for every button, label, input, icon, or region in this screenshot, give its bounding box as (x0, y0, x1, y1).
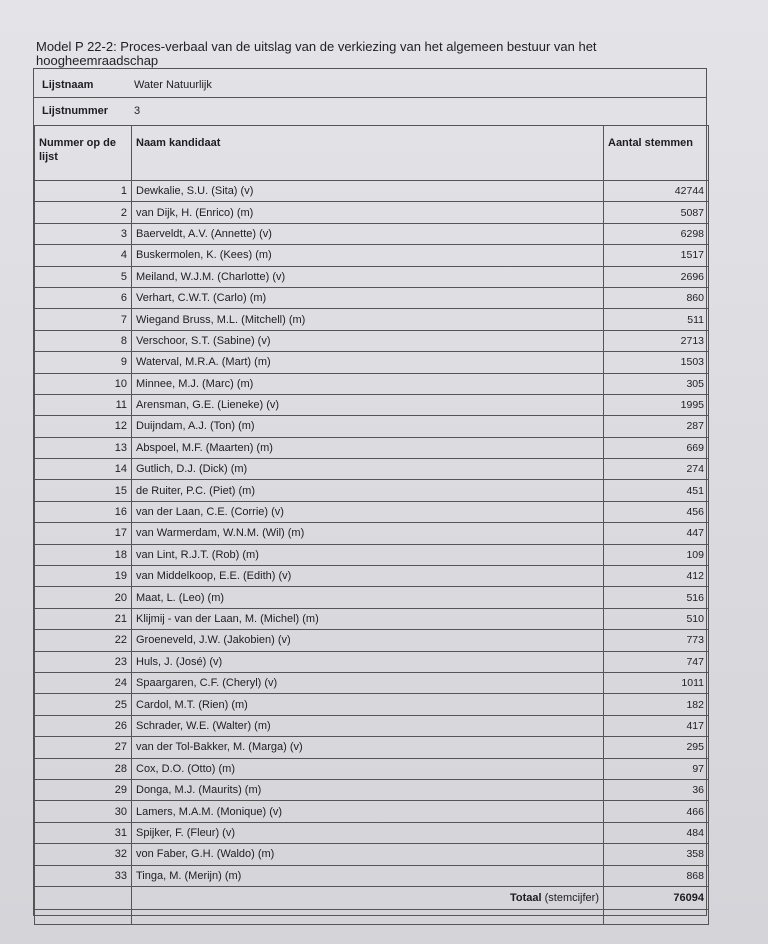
candidate-name: Abspoel, M.F. (Maarten) (m) (132, 437, 604, 458)
candidate-name: de Ruiter, P.C. (Piet) (m) (132, 480, 604, 501)
candidate-votes: 669 (604, 437, 709, 458)
candidate-votes: 358 (604, 844, 709, 865)
candidate-number: 14 (35, 459, 132, 480)
table-row (35, 608, 709, 629)
candidate-name: Groeneveld, J.W. (Jakobien) (v) (132, 630, 604, 651)
table-row (35, 694, 709, 715)
candidate-name: Huls, J. (José) (v) (132, 651, 604, 672)
candidate-number: 24 (35, 672, 132, 693)
candidate-number: 6 (35, 287, 132, 308)
blank-row (35, 909, 709, 924)
candidate-name: van Middelkoop, E.E. (Edith) (v) (132, 566, 604, 587)
candidate-name: Wiegand Bruss, M.L. (Mitchell) (m) (132, 309, 604, 330)
total-row (35, 886, 709, 909)
candidate-number: 13 (35, 437, 132, 458)
candidate-votes: 516 (604, 587, 709, 608)
candidate-number: 25 (35, 694, 132, 715)
table-row (35, 459, 709, 480)
table-row (35, 394, 709, 415)
candidate-votes: 773 (604, 630, 709, 651)
table-row (35, 352, 709, 373)
candidate-votes: 466 (604, 801, 709, 822)
candidate-number: 2 (35, 202, 132, 223)
total-value: 76094 (604, 886, 709, 909)
blank-cell (35, 909, 132, 924)
candidate-number: 16 (35, 501, 132, 522)
candidate-number: 1 (35, 181, 132, 202)
divider (34, 97, 706, 98)
candidate-votes: 36 (604, 779, 709, 800)
candidate-name: van Dijk, H. (Enrico) (m) (132, 202, 604, 223)
total-sublabel: (stemcijfer) (544, 891, 599, 904)
table-row (35, 181, 709, 202)
table-row (35, 266, 709, 287)
candidate-name: van der Tol-Bakker, M. (Marga) (v) (132, 737, 604, 758)
table-row (35, 437, 709, 458)
candidate-number: 9 (35, 352, 132, 373)
candidate-votes: 451 (604, 480, 709, 501)
candidate-votes: 868 (604, 865, 709, 886)
table-row (35, 672, 709, 693)
candidate-number: 15 (35, 480, 132, 501)
candidate-number: 10 (35, 373, 132, 394)
candidate-number: 23 (35, 651, 132, 672)
candidate-name: von Faber, G.H. (Waldo) (m) (132, 844, 604, 865)
candidate-name: Verhart, C.W.T. (Carlo) (m) (132, 287, 604, 308)
candidate-votes: 287 (604, 416, 709, 437)
candidate-number: 27 (35, 737, 132, 758)
table-row (35, 202, 709, 223)
candidate-votes: 1503 (604, 352, 709, 373)
candidate-votes: 447 (604, 523, 709, 544)
candidate-number: 21 (35, 608, 132, 629)
candidate-votes: 412 (604, 566, 709, 587)
candidate-number: 32 (35, 844, 132, 865)
table-row (35, 715, 709, 736)
col-header-votes: Aantal stemmen (604, 126, 709, 181)
table-row (35, 501, 709, 522)
candidate-number: 26 (35, 715, 132, 736)
candidate-votes: 484 (604, 822, 709, 843)
candidate-number: 33 (35, 865, 132, 886)
form-sheet (33, 68, 707, 916)
candidate-votes: 1517 (604, 245, 709, 266)
candidate-name: Dewkalie, S.U. (Sita) (v) (132, 181, 604, 202)
candidate-name: Gutlich, D.J. (Dick) (m) (132, 459, 604, 480)
candidate-number: 22 (35, 630, 132, 651)
candidate-number: 5 (35, 266, 132, 287)
candidate-name: van der Laan, C.E. (Corrie) (v) (132, 501, 604, 522)
candidate-votes: 860 (604, 287, 709, 308)
candidate-name: Verschoor, S.T. (Sabine) (v) (132, 330, 604, 351)
table-header-row (35, 126, 709, 181)
table-row (35, 651, 709, 672)
candidate-name: Maat, L. (Leo) (m) (132, 587, 604, 608)
document-title: Model P 22-2: Proces-verbaal van de uitslag van de verkiezing van het algemeen bestuur van het hoogheemraadschap (36, 39, 597, 68)
candidate-name: Buskermolen, K. (Kees) (m) (132, 245, 604, 266)
table-row (35, 779, 709, 800)
candidate-votes: 417 (604, 715, 709, 736)
candidate-name: Donga, M.J. (Maurits) (m) (132, 779, 604, 800)
candidate-name: Waterval, M.R.A. (Mart) (m) (132, 352, 604, 373)
table-row (35, 523, 709, 544)
table-row (35, 416, 709, 437)
candidate-number: 3 (35, 223, 132, 244)
candidate-name: Arensman, G.E. (Lieneke) (v) (132, 394, 604, 415)
candidate-votes: 2696 (604, 266, 709, 287)
candidate-name: van Lint, R.J.T. (Rob) (m) (132, 544, 604, 565)
candidate-votes: 1995 (604, 394, 709, 415)
candidate-votes: 42744 (604, 181, 709, 202)
candidate-number: 7 (35, 309, 132, 330)
table-row (35, 865, 709, 886)
candidate-name: Spaargaren, C.F. (Cheryl) (v) (132, 672, 604, 693)
col-header-name: Naam kandidaat (132, 126, 604, 181)
table-row (35, 330, 709, 351)
candidate-number: 12 (35, 416, 132, 437)
blank-cell (604, 909, 709, 924)
candidates-table (34, 125, 709, 925)
table-row (35, 373, 709, 394)
table-row (35, 630, 709, 651)
table-row (35, 287, 709, 308)
candidate-number: 8 (35, 330, 132, 351)
candidate-votes: 182 (604, 694, 709, 715)
candidate-name: Baerveldt, A.V. (Annette) (v) (132, 223, 604, 244)
total-label: Totaal (509, 891, 542, 904)
candidate-name: Cardol, M.T. (Rien) (m) (132, 694, 604, 715)
candidate-votes: 511 (604, 309, 709, 330)
candidate-number: 19 (35, 566, 132, 587)
candidate-votes: 97 (604, 758, 709, 779)
candidate-name: Meiland, W.J.M. (Charlotte) (v) (132, 266, 604, 287)
candidate-number: 18 (35, 544, 132, 565)
table-row (35, 544, 709, 565)
total-label-cell (132, 886, 604, 909)
candidate-name: Schrader, W.E. (Walter) (m) (132, 715, 604, 736)
candidate-number: 28 (35, 758, 132, 779)
candidate-votes: 1011 (604, 672, 709, 693)
table-row (35, 758, 709, 779)
table-row (35, 245, 709, 266)
table-row (35, 737, 709, 758)
candidate-name: van Warmerdam, W.N.M. (Wil) (m) (132, 523, 604, 544)
col-header-number: Nummer op de lijst (35, 126, 132, 181)
list-name-value: Water Natuurlijk (134, 79, 212, 91)
candidate-votes: 747 (604, 651, 709, 672)
candidate-votes: 305 (604, 373, 709, 394)
candidate-votes: 2713 (604, 330, 709, 351)
total-blank-cell (35, 886, 132, 909)
candidate-name: Tinga, M. (Merijn) (m) (132, 865, 604, 886)
candidate-name: Klijmij - van der Laan, M. (Michel) (m) (132, 608, 604, 629)
candidate-name: Duijndam, A.J. (Ton) (m) (132, 416, 604, 437)
candidate-name: Cox, D.O. (Otto) (m) (132, 758, 604, 779)
candidate-number: 30 (35, 801, 132, 822)
candidate-votes: 295 (604, 737, 709, 758)
table-row (35, 223, 709, 244)
candidate-number: 20 (35, 587, 132, 608)
candidate-number: 29 (35, 779, 132, 800)
table-row (35, 309, 709, 330)
table-row (35, 587, 709, 608)
list-number-value: 3 (134, 105, 141, 117)
candidate-number: 11 (35, 394, 132, 415)
candidate-votes: 6298 (604, 223, 709, 244)
blank-cell (132, 909, 604, 924)
list-number-label: Lijstnummer (42, 105, 109, 117)
table-row (35, 566, 709, 587)
list-name-label: Lijstnaam (42, 79, 94, 91)
candidate-name: Lamers, M.A.M. (Monique) (v) (132, 801, 604, 822)
candidate-votes: 5087 (604, 202, 709, 223)
candidate-name: Minnee, M.J. (Marc) (m) (132, 373, 604, 394)
candidate-votes: 456 (604, 501, 709, 522)
candidate-votes: 510 (604, 608, 709, 629)
candidate-number: 17 (35, 523, 132, 544)
candidate-votes: 109 (604, 544, 709, 565)
candidate-name: Spijker, F. (Fleur) (v) (132, 822, 604, 843)
table-row (35, 822, 709, 843)
table-row (35, 480, 709, 501)
candidate-number: 31 (35, 822, 132, 843)
candidate-number: 4 (35, 245, 132, 266)
table-row (35, 801, 709, 822)
candidate-votes: 274 (604, 459, 709, 480)
table-row (35, 844, 709, 865)
